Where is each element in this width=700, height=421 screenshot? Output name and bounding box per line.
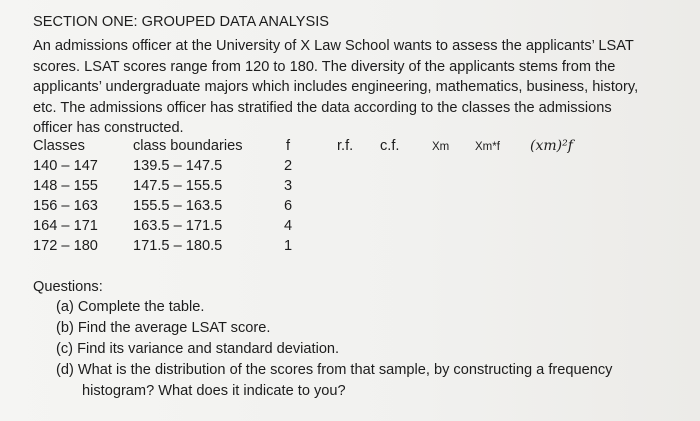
questions-title: Questions: xyxy=(33,279,103,295)
question-c: (c) Find its variance and standard deviation. xyxy=(56,341,340,357)
intro-line: An admissions officer at the University of X Law School wants to assess the applicants’ LSAT xyxy=(33,38,634,54)
intro-line: officer has constructed. xyxy=(33,120,184,136)
cell-frequency: 1 xyxy=(283,238,293,254)
cell-frequency: 6 xyxy=(283,198,293,214)
question-d: (d) What is the distribution of the scores from that sample, by constructing a frequency xyxy=(56,362,613,378)
cell-classes: 164 – 171 xyxy=(33,218,98,234)
question-a: (a) Complete the table. xyxy=(56,299,205,315)
header-class-boundaries: class boundaries xyxy=(133,138,243,154)
cell-frequency: 4 xyxy=(283,218,293,234)
cell-boundaries: 155.5 – 163.5 xyxy=(133,198,223,214)
cell-classes: 140 – 147 xyxy=(33,158,98,174)
header-cumulative-frequency: c.f. xyxy=(380,138,400,154)
cell-boundaries: 163.5 – 171.5 xyxy=(133,218,223,234)
cell-frequency: 2 xyxy=(283,158,293,174)
intro-line: etc. The admissions officer has stratified the data according to the classes the admissions xyxy=(33,99,612,116)
intro-paragraph xyxy=(33,36,673,139)
cell-classes: 148 – 155 xyxy=(33,178,98,194)
header-midpoint: Xm xyxy=(432,141,450,153)
intro-line: scores. LSAT scores range from 120 to 180. The diversity of the applicants stems from the xyxy=(33,58,616,75)
cell-boundaries: 139.5 – 147.5 xyxy=(133,158,223,174)
question-d-continued: histogram? What does it indicate to you? xyxy=(82,383,346,399)
cell-boundaries: 147.5 – 155.5 xyxy=(133,178,223,194)
section-heading: SECTION ONE: GROUPED DATA ANALYSIS xyxy=(33,14,329,30)
header-frequency: f xyxy=(285,138,291,154)
header-midpoint-squared-f: (xm)²f xyxy=(530,138,573,154)
cell-boundaries: 171.5 – 180.5 xyxy=(133,238,223,254)
cell-classes: 156 – 163 xyxy=(33,198,98,214)
cell-frequency: 3 xyxy=(283,178,293,194)
cell-classes: 172 – 180 xyxy=(33,238,98,254)
header-relative-frequency: r.f. xyxy=(337,138,354,154)
header-midpoint-times-f: Xm*f xyxy=(475,141,500,153)
intro-line: applicants’ undergraduate majors which includes engineering, mathematics, business, history, xyxy=(33,79,639,95)
questions-section xyxy=(33,277,612,402)
header-classes: Classes xyxy=(33,138,85,154)
question-b: (b) Find the average LSAT score. xyxy=(56,320,271,336)
